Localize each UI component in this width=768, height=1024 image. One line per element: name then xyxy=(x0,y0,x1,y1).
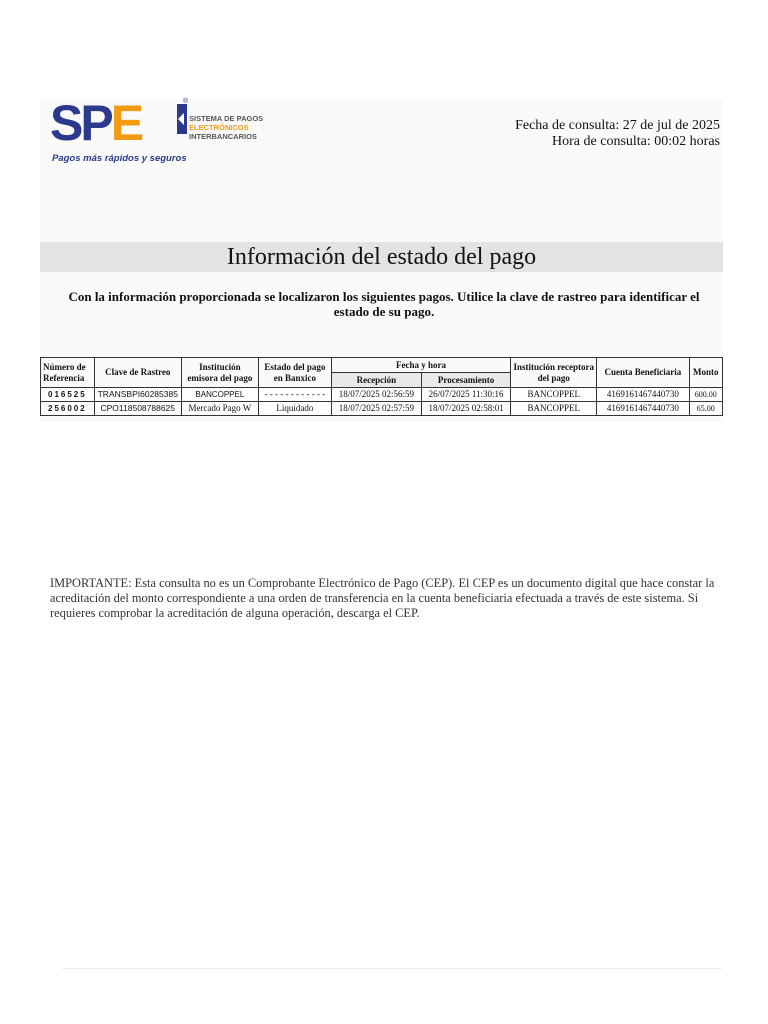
logo-subtitle-line-3: INTERBANCARIOS xyxy=(189,132,257,141)
cell-estado: Liquidado xyxy=(258,402,331,416)
cell-clave: CPO118508788625 xyxy=(94,402,181,416)
cell-cuenta: 4169161467440730 xyxy=(597,402,689,416)
spei-logo xyxy=(50,95,290,168)
page-title: Información del estado del pago xyxy=(40,242,723,272)
logo-wordmark xyxy=(50,95,142,151)
header-emisora: Institución emisora del pago xyxy=(181,358,258,388)
header-recepcion: Recepción xyxy=(331,373,421,388)
logo-letter-s: S xyxy=(50,95,81,151)
cell-monto: 600.00 xyxy=(689,388,723,402)
fecha-consulta: Fecha de consulta: 27 de jul de 2025 xyxy=(515,118,720,133)
cell-emisora: Mercado Pago W xyxy=(181,402,258,416)
table-row xyxy=(41,388,723,402)
logo-registered-mark: ® xyxy=(183,98,189,105)
cell-referencia: 256002 xyxy=(41,402,95,416)
header-receptora: Institución receptora del pago xyxy=(511,358,597,388)
cell-emisora: BANCOPPEL xyxy=(181,388,258,402)
table-row xyxy=(41,402,723,416)
important-notice: IMPORTANTE: Esta consulta no es un Comprobante Electrónico de Pago (CEP). El CEP es un documento digital que hace constar la acreditación del monto correspondiente a una orden de transferencia en la cuenta beneficiaria efectuada a través de este sistema. Si requieres comprobar la acreditación de alguna operación, descarga el CEP. xyxy=(50,576,715,620)
cell-recepcion: 18/07/2025 02:57:59 xyxy=(331,402,421,416)
table-header-row xyxy=(41,358,723,373)
hora-consulta: Hora de consulta: 00:02 horas xyxy=(552,134,720,149)
cell-estado: - - - - - - - - - - - - xyxy=(258,388,331,402)
intro-text: Con la información proporcionada se localizaron los siguientes pagos. Utilice la clave de rastreo para identificar el estado de su pago. xyxy=(68,289,700,319)
cell-receptora: BANCOPPEL xyxy=(511,388,597,402)
logo-letter-p: P xyxy=(80,95,111,151)
logo-subtitle-line-2: ELECTRÓNICOS xyxy=(189,123,249,132)
header-procesamiento: Procesamiento xyxy=(422,373,511,388)
payments-table xyxy=(40,357,723,416)
header-estado: Estado del pago en Banxico xyxy=(258,358,331,388)
header-monto: Monto xyxy=(689,358,723,388)
cell-receptora: BANCOPPEL xyxy=(511,402,597,416)
consulta-info xyxy=(515,118,720,150)
logo-letter-e: E xyxy=(110,95,142,151)
page-divider xyxy=(62,968,722,969)
logo-arrow-icon xyxy=(176,104,188,134)
cell-clave: TRANSBPI60285385 xyxy=(94,388,181,402)
cell-referencia: 016525 xyxy=(41,388,95,402)
cell-procesamiento: 18/07/2025 02:58:01 xyxy=(422,402,511,416)
header-referencia: Número de Referencia xyxy=(41,358,95,388)
cell-procesamiento: 26/07/2025 11:30:16 xyxy=(422,388,511,402)
cell-cuenta: 4169161467440730 xyxy=(597,388,689,402)
cell-recepcion: 18/07/2025 02:56:59 xyxy=(331,388,421,402)
logo-tagline: Pagos más rápidos y seguros xyxy=(52,153,187,164)
logo-subtitle-line-1: SISTEMA DE PAGOS xyxy=(189,114,264,123)
header-cuenta: Cuenta Beneficiaria xyxy=(597,358,689,388)
cell-monto: 65.00 xyxy=(689,402,723,416)
header-fecha-hora: Fecha y hora xyxy=(331,358,510,373)
header-clave: Clave de Rastreo xyxy=(94,358,181,388)
logo-subtitle xyxy=(189,114,263,141)
